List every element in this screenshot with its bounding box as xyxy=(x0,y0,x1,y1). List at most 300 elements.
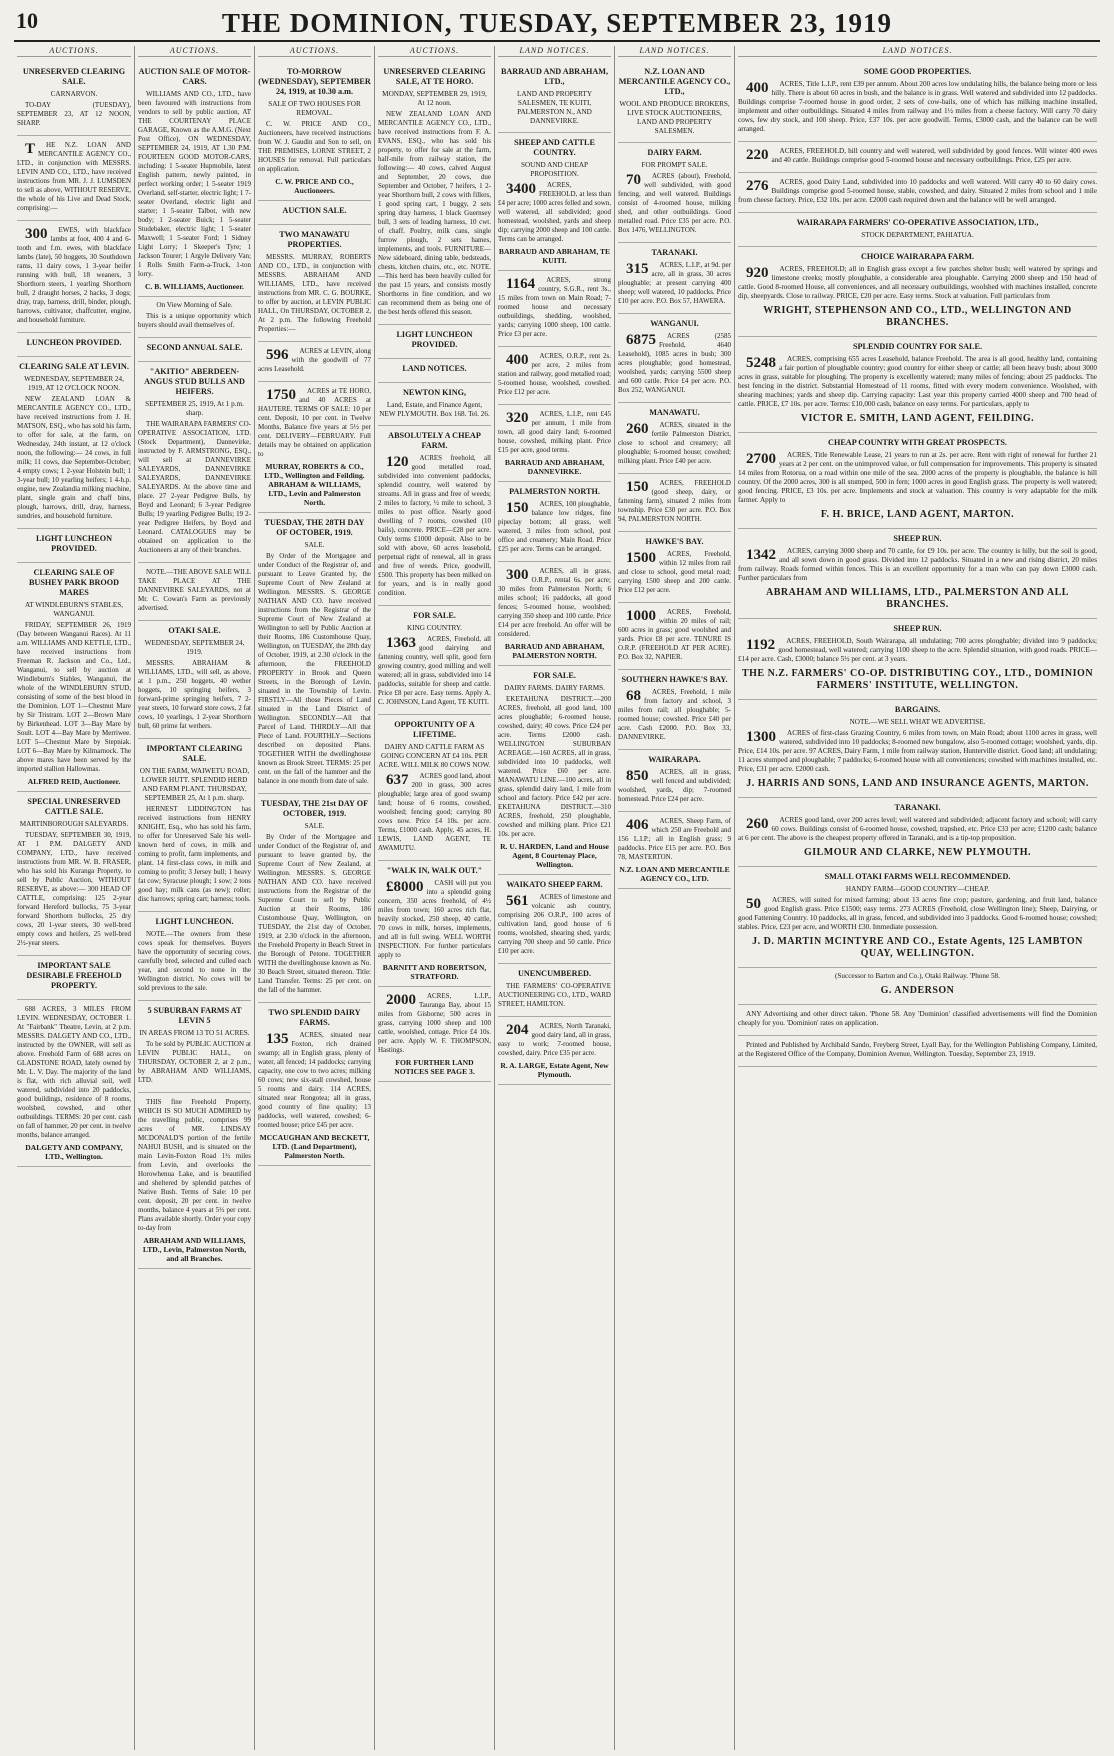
advertisement xyxy=(138,362,251,563)
ad-body-text: ACRES, Freehold, within 12 miles from rail and close to school, good metal road; carrying 1500 sheep and 200 cattle. Price £12 per acre. xyxy=(618,550,731,594)
ad-body-text: ACRES, all in grass, O.R.P., rental 6s. per acre; 30 miles from Palmerston North; 6 miles school; 16 paddocks, all good fences; 5-roomed house, woolshed; carrying 350 sheep and 100 cattle. Price £14 per acre freehold. An offer will be considered. xyxy=(498,567,611,638)
ad-headline: CHOICE WAIRARAPA FARM. xyxy=(860,252,975,261)
ad-headline: LUNCHEON PROVIDED. xyxy=(26,338,122,347)
ad-body-text: ACRES, L.I.P., rent £45 per annum, 1 mile from town, all good dairy land; 6-roomed house, cowshed, milking plant. Price £15 per acre, good terms. xyxy=(498,410,611,454)
ad-headline: SMALL OTAKI FARMS WELL RECOMMENDED. xyxy=(824,872,1011,881)
ad-body-text: ACRES, Freehold, within 20 miles of rail; 600 acres in grass; good woolshed and yards. Price £8 per acre. TENURE IS O.R.P. (FREEHOLD AT PER ACRE). P.O. Box 32, NAPIER. xyxy=(618,608,731,661)
ad-lead-figure: 400 xyxy=(506,352,529,368)
advertisement xyxy=(138,1001,251,1093)
advertisement xyxy=(17,357,131,529)
ad-body-text: HE N.Z. LOAN AND MERCANTILE AGENCY CO., LTD., in conjunction with MESSRS. LEVIN AND CO., LTD., have received instructions from MR. J. J. LUMSDEN to sell as above, WITHOUT RESERVE, the whole of his Live and Dead Stock, comprising:— xyxy=(17,141,131,212)
ad-body-text: ACRES good land, over 200 acres level; well watered and subdivided; adjacent factory and school; will carry 60 cows. Buildings consist of 6-roomed house, cowshed, trapshed, etc. Price £33 per acre; £1200 cash; balance at 6 per cent. The above is the cheapest property offered in Taranaki, and is a tip-top proposition. xyxy=(738,816,1097,842)
ad-body xyxy=(258,347,371,374)
ad-body xyxy=(618,608,731,662)
ad-body xyxy=(498,352,611,397)
ad-headline: TUESDAY, THE 21st DAY OF OCTOBER, 1919. xyxy=(260,799,369,818)
ad-body-text: ACRES of first-class Grazing Country, 6 miles from town, on Main Road; about 1100 acres in grass, well watered, subdivided into 10 paddocks; 8-roomed new bungalow, also 5-roomed cottage; woolshed, yards, dip. Price, £14 10s. per acre. 97 ACRES, Dairy Farm, 1 mile from railway station, Hunterville district. Good land; all undulating; 11 acres stumped and ploughable; 7 paddocks; 6-roomed house with all conveniences; cowshed with machines installed, etc. Price, £31 per acre. £2000 cash. xyxy=(738,729,1097,773)
ad-signature: BARRAUD AND ABRAHAM, TE KUITI. xyxy=(498,247,611,265)
ad-subheading: SALE OF TWO HOUSES FOR REMOVAL. xyxy=(268,100,361,117)
ad-body xyxy=(378,110,491,317)
ad-signature: J. D. MARTIN MCINTYRE AND CO., Estate Agents, 125 LAMBTON QUAY, WELLINGTON. xyxy=(752,936,1083,959)
ad-headline: BARGAINS. xyxy=(894,705,941,714)
ad-signature: ABRAHAM AND WILLIAMS, LTD., Levin, Palmerston North, and all Branches. xyxy=(142,1236,247,1263)
column-heading: AUCTIONS. xyxy=(378,46,491,57)
advertisement xyxy=(738,1036,1097,1067)
ad-headline: WANGANUI. xyxy=(650,319,699,328)
ad-lead-figure: 637 xyxy=(386,772,409,788)
advertisement xyxy=(17,792,131,956)
masthead xyxy=(14,6,1100,42)
advertisement xyxy=(498,62,611,133)
ad-headline: SOUTHERN HAWKE'S BAY. xyxy=(621,675,728,684)
ad-subheading: LAND AND PROPERTY SALESMEN, TE KUITI, PALMERSTON N., AND DANNEVIRKE. xyxy=(516,90,593,125)
ad-body-text: ACRES, FREEHOLD, hill country and well watered, well subdivided by good fences. Will winter 400 ewes and 40 cattle. Buildings comprise good 5-roomed house and necessary outbuildings. Price, £25 per acre. xyxy=(771,147,1097,164)
ad-subheading: On View Morning of Sale. xyxy=(156,301,233,309)
ad-body xyxy=(498,893,611,956)
ad-signature: DALGETY AND COMPANY, LTD., Wellington. xyxy=(25,1143,123,1161)
ad-headline: LIGHT LUNCHEON. xyxy=(155,917,234,926)
ad-body xyxy=(138,930,251,993)
advertisement xyxy=(618,143,731,243)
ad-body-text: ACRES, carrying 3000 sheep and 70 cattle, for £9 10s. per acre. The country is hilly, but the soil is good, and all sown down in good grass. Divided into 12 paddocks. Situated in a new and rising district, 20 miles from railway. Roads formed within fences. This is an excellent opportunity for a man who can pay down £3000 cash. Further particulars from xyxy=(738,547,1097,582)
advertisement xyxy=(17,563,131,792)
advertisement xyxy=(738,867,1097,968)
ad-body-text: FRIDAY, SEPTEMBER 26, 1919 (Day between Wanganui Races). At 11 a.m. WILLIAMS AND KETTLE, LTD., have received instructions from Freeman R. Jackson and Co., Ltd., Wanganui, to sell by auction at Windleburn's Stables, Wanganui, the whole of the WINDLEBURN STUD, consisting of some of the best blood in the Dominion. LOT 1—Chestnut Mare by Sir Tristram. LOT 2—Brown Mare by Birkenhead. LOT 3—Bay Mare by Soult. LOT 4—Bay Mare by Merriwee. LOT 5—Chestnut Mare by Stepniak. LOT 6—Bay Mare by Kilmarnock. The above mares have been served by the imported stallion Hallowmas. xyxy=(17,621,131,773)
ad-signature: J. HARRIS AND SONS, LAND AND INSURANCE AGENTS, MARTON. xyxy=(746,778,1089,789)
advertisement xyxy=(498,1017,611,1085)
ad-body xyxy=(378,772,491,853)
ad-body-text: ACRES, Title Renewable Lease, 21 years to run at 2s. per acre. Rent with right of renewal for further 21 years at 2 per cent. on the unimproved value, or full compensation for improvements. This property is situated 14 miles from Rotorua, on a road within one mile of the sea. 2000 acres of the property is ploughable, the balance is hill country. Of the 2000 acres, 300 is all stumped, 500 in fern; 1000 acres in good English grass. The property is well watered; good fencing. PRICE, £3 10s. per acre. Implements and stock at valuation. This country is very adaptable for the milk farmer. Apply to xyxy=(738,451,1097,504)
ad-lead-figure: 320 xyxy=(506,410,529,426)
ad-subheading: NOTE.—WE SELL WHAT WE ADVERTISE. xyxy=(849,718,986,726)
ad-body-text: ACRES, FREEHOLD, South Wairarapa, all undulating; 700 acres ploughable; divided into 9 paddocks; good homestead, well watered; carrying 1100 sheep to the acre. Splendid situation, with good roads. PRICE—£14 per acre. Cash, £3000; balance 5½ per cent. at 3 years. xyxy=(738,637,1097,663)
ad-body-text: ACRES at TE HORO, and 40 ACRES at HAUTERE. TERMS OF SALE: 10 per cent. Deposit, 10 per cent. in Twelve Months, Balance five years at 5½ per cent. DELIVERY—FEBRUARY. Full details may be obtained on application to xyxy=(258,387,371,458)
ad-headline: BARRAUD AND ABRAHAM, LTD., xyxy=(500,67,609,86)
ad-signature: ABRAHAM AND WILLIAMS, LTD., PALMERSTON AND ALL BRANCHES. xyxy=(766,587,1069,610)
ad-signature: BARRAUD AND ABRAHAM, DANNEVIRKE. xyxy=(504,458,605,476)
ad-body-text: ACRES good land, about 200 in grass, 300 acres ploughable; large area of good swamp land; house of 6 rooms, cowshed, woolshed; fencing good; carrying 80 cows now. Price £4 10s. per acre. Terms, £1000 cash. Apply, 45 acres, H. LEWIS, LAND AGENT, TE AWAMUTU. xyxy=(378,772,491,852)
advertisement xyxy=(618,532,731,603)
ad-headline: 5 SUBURBAN FARMS AT LEVIN 5 xyxy=(147,1006,242,1025)
ad-body xyxy=(378,879,491,960)
advertisement xyxy=(17,956,131,1000)
advertisement xyxy=(498,482,611,562)
ad-body xyxy=(17,621,131,774)
ad-headline: AUCTION SALE OF MOTOR-CARS. xyxy=(138,67,251,86)
advertisement xyxy=(618,750,731,812)
ad-lead-figure: 150 xyxy=(626,479,649,495)
ad-signature: ALFRED REID, Auctioneer. xyxy=(27,777,121,786)
advertisement xyxy=(378,606,491,715)
ad-headline: AUCTION SALE. xyxy=(282,206,347,215)
advertisement xyxy=(138,1093,251,1269)
ad-subheading: AT WINDLEBURN'S STABLES, WANGANUI. xyxy=(24,601,124,618)
advertisement xyxy=(618,243,731,314)
ad-lead-figure: 70 xyxy=(626,172,641,188)
ad-lead-figure: 1342 xyxy=(746,547,776,563)
ad-headline: NEWTON KING, xyxy=(402,388,467,397)
ad-body xyxy=(138,420,251,555)
advertisement xyxy=(138,739,251,912)
ad-body-text: THIS fine Freehold Property, WHICH IS SO MUCH ADMIRED by the travelling public, comprises 99 acres of MR. LINDSAY MCDONALD'S portion of the fertile NAHUI BUSH, and is situated on the main Levin-Foxton Road 1½ miles from Levin, and overlooks the Horowhenua Lake, and is beautified and sheltered by splendid patches of Native Bush. Terms of Sale: 10 per cent. deposit, 20 per cent. in twelve months, balance 4 years at 5½ per cent. Plans available shortly. Order your copy to-day from xyxy=(138,1098,251,1232)
ad-lead-figure: 120 xyxy=(386,454,409,470)
ad-body xyxy=(138,1098,251,1233)
advertisement xyxy=(17,333,131,357)
column-3 xyxy=(254,46,374,1750)
advertisement xyxy=(618,812,731,889)
advertisement xyxy=(738,337,1097,433)
ad-body xyxy=(618,172,731,235)
ad-signature: C. B. WILLIAMS, Auctioneer. xyxy=(145,282,244,291)
ad-body-text: ANY Advertising and other direct taken. 'Phone 58. Any 'Dominion' classified advertisements will find the Dominion cheaply for you. 'Dominion' rates on application. xyxy=(738,1010,1097,1027)
ad-body xyxy=(258,552,371,786)
ad-subheading: WEDNESDAY, SEPTEMBER 24, 1919, AT 12 O'CLOCK NOON. xyxy=(24,375,124,392)
ad-signature: MCCAUGHAN AND BECKETT, LTD. (Land Department), Palmerston North. xyxy=(259,1133,370,1160)
ad-subheading: IN AREAS FROM 13 TO 51 ACRES. xyxy=(139,1029,250,1037)
ad-lead-figure: 2000 xyxy=(386,992,416,1008)
advertisement xyxy=(498,133,611,271)
column-7 xyxy=(734,46,1100,1750)
ad-lead-figure: 68 xyxy=(626,688,641,704)
column-heading: AUCTIONS. xyxy=(138,46,251,57)
ad-signature: WRIGHT, STEPHENSON AND CO., LTD., WELLINGTON AND BRANCHES. xyxy=(763,305,1072,328)
ad-body-text: ACRES, 100 ploughable, balance low ridges, fine pipeclay bottom; all grass, well watered, 3 miles from school, post office and creamery; Main Road. Price £25 per acre. Terms can be arranged. xyxy=(498,500,611,553)
advertisement xyxy=(738,968,1097,1005)
advertisement xyxy=(17,1000,131,1167)
ad-subheading: SOUND AND CHEAP PROPOSITION. xyxy=(520,161,589,178)
ad-signature: R. A. LARGE, Estate Agent, New Plymouth. xyxy=(500,1061,609,1079)
ad-body xyxy=(498,181,611,244)
ad-lead-figure: 406 xyxy=(626,817,649,833)
ad-body-text: ACRES, comprising 655 acres Leasehold, balance Freehold. The area is all good, healthy land, containing a fair portion of ploughable country; good country for either sheep or cattle; all been heavy bush; about 3000 acres in grass, suitable for ploughing. The property is excellently watered; many miles of fencing; about 25 paddocks. The best fencing in the district. Substantial Homestead of 11 rooms, fitted with every modern convenience. Woolshed, with shearing machines; yards and sheep dip. Carrying capacity: Last year this property carried 4000 sheep and 700 head of cattle. PRICE, £7 10s. per acre. Terms: £10,000 cash, balance on easy terms. For particulars, apply to xyxy=(738,355,1097,408)
advertisement xyxy=(738,62,1097,142)
ad-headline: OTAKI SALE. xyxy=(168,626,221,635)
ad-body-text: THE WAIRARAPA FARMERS' CO-OPERATIVE ASSOCIATION, LTD. (Stock Department), Dannevirke, instructed by F. ARMSTRONG, ESQ., will sell at DANNEVIRKE SALEYARDS, DANNEVIRKE SALEYARDS, DANNEVIRKE SALEYARDS. At the above time and place. 27 2-year Pedigree Bulls, by Boyd and Leonard; 6 3-year Pedigree Bulls; 19 yearling Pedigree Bulls; 19 2-year Pedigree Heifers, by Boyd and Leonard. CATALOGUES may be obtained on application to the Auctioneers at any of their branches. xyxy=(138,420,251,554)
ad-body xyxy=(378,992,491,1055)
ad-subheading: SEPTEMBER 25, 1919, At 1 p.m. sharp. xyxy=(145,400,244,417)
ad-body xyxy=(17,1005,131,1140)
ad-body-text: ACRES, Title L.I.P., rent £39 per annum. About 200 acres low undulating hills, the balance being more or less hilly. There is about 60 acres in bush, and the balance is in grass. Well watered and subdivided into 12 paddocks. Buildings comprise 7-roomed house in good order, 2 sets of cow-bails, one of which has milking machine installed, implement and other outbuildings. Situated 4 miles from railway and 1½ miles from a cheese factory. Will carry 70 dairy cows, few dry stock, and 100 sheep. Price, £37 10s. per acre goodwill. Terms, £3000 cash, and the balance can be well arranged. xyxy=(738,80,1097,133)
advertisement xyxy=(498,271,611,347)
ad-body-text: THE FARMERS' CO-OPERATIVE AUCTIONEERING CO., LTD., WARD STREET, HAMILTON. xyxy=(498,982,611,1008)
advertisement xyxy=(498,666,611,875)
ad-body xyxy=(738,451,1097,505)
ad-lead-figure: 50 xyxy=(746,896,761,912)
advertisement xyxy=(138,912,251,1001)
advertisement xyxy=(138,62,251,297)
ad-lead-figure: 260 xyxy=(746,816,769,832)
ad-body-text: HERNEST LIDDINGTON has received instructions from HENRY KNIGHT, Esq., who has sold his farm, to offer for Unreserved Sale his well-known herd of cows, in milk and coming to profit, farm implements, and plant. 14 first-class cows, in milk and coming to profit; 3 Jersey bull; 1 heavy fat cow; Syracuse plough; 1 sow; 2 tons good hay; milk cans (as new); roller; disc harrows; spring cart; harness; tools. xyxy=(138,805,251,903)
ad-lead-figure: 1164 xyxy=(506,276,536,292)
ad-body xyxy=(17,831,131,948)
ad-body xyxy=(498,982,611,1009)
ad-body-text: ACRES, Freehold, 1 mile from factory and school, 3 miles from rail; all ploughable; 5-roomed house; cowshed. Price £40 per acre. Cash £2000. P.O. Box 33, DANNEVIRKE. xyxy=(618,688,731,741)
column-heading: LAND NOTICES. xyxy=(498,46,611,57)
ad-lead-figure: 5248 xyxy=(746,355,776,371)
ad-body xyxy=(258,387,371,459)
ad-body xyxy=(738,729,1097,774)
ad-body-text: ACRES, situated in the fertile Palmerston District, close to school and creamery; all ploughable; 6-roomed house; cowshed; milking plant. Price £40 per acre. xyxy=(618,421,731,465)
ad-body-text: CASH will put you into a splendid going concern, 350 acres freehold, of 4½ miles from town; 160 acres rich flat, heavily stocked, 250 sheep, 40 cattle, 70 cows in milk, horses, implements, and all in full swing. WELL WORTH INSPECTION. For further particulars apply to xyxy=(378,879,491,959)
ad-body-text: C. W. PRICE AND CO., Auctioneers, have received instructions from W. J. Gaudin and Son to sell, on THE PREMISES, LORNE STREET, 2 HOUSES for removal. Full particulars on application. xyxy=(258,120,371,173)
ad-body-text: 688 ACRES, 3 MILES FROM LEVIN. WEDNESDAY, OCTOBER 1. At "Fairbank" Theatre, Levin, at 2 p.m. MESSRS. DALGETY AND CO., LTD., instructed by the OWNER, will sell as above. Freehold Farm of 688 acres on GLADSTONE ROAD, lately owned by Mr. L. V. Day. The majority of the land is flat, with rich alluvial soil, well watered, subdivided into 20 paddocks, good buildings, residence of 8 rooms, woolshed, cowshed, and other outbuildings. TERMS: 20 per cent. cash on fall of hammer, 20 per cent. in twelve months, balance arranged. xyxy=(17,1005,132,1139)
advertisement xyxy=(138,297,251,338)
ad-lead-figure: 596 xyxy=(266,347,289,363)
ad-body xyxy=(498,276,611,339)
ad-body xyxy=(138,568,251,613)
advertisement xyxy=(738,700,1097,798)
ad-body-text: ACRES, FREEHOLD; all in English grass except a few patches shelter bush; well watered by springs and limestone creeks; mostly ploughable, a considerable area ploughable. Carrying 2000 sheep and 150 head of cattle. Good 8-roomed House, all conveniences, and all necessary outbuildings, woolshed with machines installed, concrete dip, sheepyards. Close to railway. PRICE, £20 per acre. Easy terms. Stock at valuation. Full particulars from xyxy=(738,265,1097,300)
ad-headline: TUESDAY, THE 28TH DAY OF OCTOBER, 1919. xyxy=(264,518,365,537)
ad-body xyxy=(498,567,611,639)
ad-body xyxy=(378,454,491,598)
ad-subheading: (Successor to Barton and Co.), Otaki Railway. 'Phone 58. xyxy=(835,972,1000,980)
ad-body-text: MESSRS. MURRAY, ROBERTS AND CO., LTD., in conjunction with MESSRS. ABRAHAM AND WILLIAMS, LTD., have received instructions from MR. C. G. BOURKE, to offer by auction, at LEVIN PUBLIC HALL, On THURSDAY, OCTOBER 2, At 2 p.m. The following Freehold Properties:— xyxy=(258,253,371,333)
ad-body-text: NEW ZEALAND LOAN & MERCANTILE AGENCY CO., LTD., have received instructions from J. H. MATSON, ESQ., who has sold his farm, to offer for sale, at the farm, on Wednesday, 24th instant, at 12 o'clock noon, the following:— 24 cows, in full milk; 11 cows, due September-October; 4 empty cows; 1 2-year Holstein bull; 1 3-year bull; 10 yearling heifers; 1 4-h.p. engine, new Zealandia milking machine, plant, single grain and chaff bins, plough, harrows, drill, dray, harness, sundries, and household furniture. xyxy=(17,395,131,520)
ad-body xyxy=(498,500,611,554)
ad-headline: SPECIAL UNRESERVED CATTLE SALE. xyxy=(27,797,121,816)
ad-headline: TWO SPLENDID DAIRY FARMS. xyxy=(268,1008,361,1027)
ad-body xyxy=(258,1031,371,1130)
ad-headline: CLEARING SALE OF BUSHEY PARK BROOD MARES xyxy=(28,568,120,597)
advertisement xyxy=(498,875,611,964)
advertisement xyxy=(618,314,731,403)
ad-body-text: EKETAHUNA DISTRICT.—200 ACRES, freehold, all good land, 100 acres ploughable; 6-roomed house, cowshed, dairy; 40 cows. Price £24 per acre. Terms £2000 cash. WELLINGTON SUBURBAN ACREAGE.—160 ACRES, all in grass, subdivided into 10 paddocks, well watered. Price £60 per acre. MANAWATU LINE.—100 acres, all in grass, splendid dairy land, 1 mile from school and factory. Price £42 per acre. EKETAHUNA DISTRICT.—310 ACRES, freehold, 250 ploughable, cowshed and milking plant. Price £21 10s. per acre. xyxy=(498,695,611,838)
ad-subheading: ON THE FARM, WAIWETU ROAD, LOWER HUTT. SPLENDID HERD AND FARM PLANT. THURSDAY, SEPTEMBER 25, At 1 p.m. sharp. xyxy=(139,767,250,802)
ad-signature: MURRAY, ROBERTS & CO., LTD., Wellington and Feilding. ABRAHAM & WILLIAMS, LTD., Levin and Palmerston North. xyxy=(264,462,365,507)
ad-body xyxy=(738,1041,1097,1059)
ad-subheading: KING COUNTRY. xyxy=(407,624,462,632)
ad-headline: ABSOLUTELY A CHEAP FARM. xyxy=(388,431,481,450)
column-1 xyxy=(14,46,134,1750)
ad-lead-figure: 2700 xyxy=(746,451,776,467)
ad-body xyxy=(738,1010,1097,1028)
ad-signature: GILMOUR AND CLARKE, NEW PLYMOUTH. xyxy=(803,847,1032,858)
advertisement xyxy=(738,247,1097,337)
ad-headline: LIGHT LUNCHEON PROVIDED. xyxy=(396,330,473,349)
ad-body xyxy=(738,355,1097,409)
ad-headline: CLEARING SALE AT LEVIN. xyxy=(19,362,129,371)
ad-body-text: ACRES, North Taranaki, good dairy land, all in grass, easy to work; 7-roomed house, cowshed, dairy. Price £35 per acre. xyxy=(498,1022,612,1057)
ad-headline: UNRESERVED CLEARING SALE, AT TE HORO. xyxy=(383,67,486,86)
ad-lead-figure: 204 xyxy=(506,1022,529,1038)
ad-headline: TARANAKI. xyxy=(651,248,698,257)
ad-lead-figure: T xyxy=(25,141,36,157)
ad-lead-figure: 150 xyxy=(506,500,529,516)
ad-subheading: FOR PROMPT SALE. xyxy=(641,161,708,169)
ad-body xyxy=(738,265,1097,301)
ad-lead-figure: 6875 xyxy=(626,332,656,348)
column-heading: LAND NOTICES. xyxy=(618,46,731,57)
advertisement xyxy=(738,173,1097,213)
ad-lead-figure: 135 xyxy=(266,1031,289,1047)
ad-signature: R. U. HARDEN, Land and House Agent, 8 Courtenay Place, Wellington. xyxy=(500,842,609,869)
advertisement xyxy=(258,513,371,794)
ad-body-text: WILLIAMS AND CO., LTD., have been favoured with instructions from vendors to sell by public auction, AT THE COURTENAY PLACE GARAGE, Known as the A.M.G. (Next Post Office), ON WEDNESDAY, SEPTEMBER 24, 1919, AT 1.30 P.M. FOURTEEN GOOD MOTOR-CARS, including: 1 5-seater Hupmobile, latest English pattern, newly painted, in perfect working order; 1 5-seater 1919 Overland, self-starter, electric light; 1 7-seater Overland, electric light and starter; 1 5-seater Talbot, with new body; 1 2-seater Buick; 1 5-seater Studebaker, electric light; 1 5-seater Maxwell; 1 5-seater Ford; 1 Sidney Light Lorry; 1 Skeeper's Tyre; 1 Jackson Tourer; 1 Argyle Delivery Van; 1 Rolls Smith Farm-a-Truck, 1-ton lorry. xyxy=(138,90,251,278)
ad-lead-figure: 1192 xyxy=(746,637,776,653)
ad-headline: WAIRARAPA FARMERS' CO-OPERATIVE ASSOCIATION, LTD., xyxy=(796,218,1039,227)
ad-subheading: MONDAY, SEPTEMBER 29, 1919, At 12 noon. xyxy=(382,90,487,107)
ad-body-text: ACRES, FREEHOLD (good sheep, dairy, or fattening farm), situated 2 miles from township. Price £30 per acre. P.O. Box 94, PALMERSTON NORTH. xyxy=(618,479,731,523)
ad-body xyxy=(618,261,731,306)
ad-body xyxy=(138,659,251,731)
ad-signature: BARRAUD AND ABRAHAM, PALMERSTON NORTH. xyxy=(504,642,605,660)
advertisement xyxy=(258,62,371,201)
advertisement xyxy=(738,798,1097,867)
ad-body xyxy=(17,226,131,325)
ad-signature: VICTOR E. SMITH, LAND AGENT, FEILDING. xyxy=(800,413,1035,424)
advertisement xyxy=(498,347,611,405)
ad-body-text: ACRES, Freehold, all good dairying and fattening country, well split, good fern growing country, good milling and well watered; all in grass, subdivided into 14 paddocks, suitable for sheep and cattle. Price £8 per acre. Easy terms. Apply A. C. JOHNSON, Land Agent, TE KUITI. xyxy=(378,635,491,706)
ad-headline: SPLENDID COUNTRY FOR SALE. xyxy=(852,342,983,351)
ad-lead-figure: 276 xyxy=(746,178,769,194)
ad-headline: HAWKE'S BAY. xyxy=(645,537,704,546)
advertisement xyxy=(258,382,371,513)
ad-subheading: CARNARVON. xyxy=(50,90,98,98)
advertisement xyxy=(17,136,131,221)
ad-subheading: WEDNESDAY, SEPTEMBER 24, 1919. xyxy=(144,639,245,656)
ad-lead-figure: 850 xyxy=(626,768,649,784)
column-heading: LAND NOTICES. xyxy=(738,46,1097,57)
ad-headline: SOME GOOD PROPERTIES. xyxy=(863,67,972,76)
ad-body xyxy=(738,896,1097,932)
ad-body xyxy=(618,688,731,742)
ad-body-text: Printed and Published by Archibald Sando, Freyberg Street, Lyall Bay, for the Wellington Publishing Company, Limited, at the Registered Office of the Company, Dominion Avenue, Wellington. Tuesday, September 23, 1919. xyxy=(738,1041,1097,1058)
ad-lead-figure: 3400 xyxy=(506,181,536,197)
column-heading: AUCTIONS. xyxy=(258,46,371,57)
ad-lead-figure: 300 xyxy=(25,226,48,242)
column-5 xyxy=(494,46,614,1750)
advertisement xyxy=(618,62,731,143)
advertisement xyxy=(378,987,491,1082)
ad-body xyxy=(138,312,251,330)
ad-body xyxy=(618,421,731,466)
ad-body xyxy=(618,550,731,595)
ad-lead-figure: 920 xyxy=(746,265,769,281)
ad-body-text: ACRES, L.I.P., Tauranga Bay, about 15 miles from Gisborne; 500 acres in grass, carrying 1000 sheep and 100 cattle, woolshed, cottage. Price £4 10s. per acre. Apply W. F. THOMPSON, Hastings. xyxy=(378,992,491,1054)
ad-body xyxy=(498,410,611,455)
ad-headline: IMPORTANT SALE DESIRABLE FREEHOLD PROPERTY. xyxy=(26,961,122,990)
ad-subheading: SALE. xyxy=(304,541,325,549)
ad-headline: WAIKATO SHEEP FARM. xyxy=(506,880,603,889)
advertisement xyxy=(738,619,1097,700)
advertisement xyxy=(738,433,1097,529)
ad-lead-figure: 220 xyxy=(746,147,769,163)
column-heading: AUCTIONS. xyxy=(17,46,131,57)
ad-subheading: STOCK DEPARTMENT, PAHIATUA. xyxy=(861,231,974,239)
ad-signature: C. W. PRICE AND CO., Auctioneers. xyxy=(275,177,354,195)
ad-headline: SECOND ANNUAL SALE. xyxy=(146,343,243,352)
advertisement xyxy=(258,342,371,382)
ad-subheading: Land, Estate, and Finance Agent, NEW PLYMOUTH. Box 168. Tel. 26. xyxy=(379,401,490,418)
ad-body-text: ACRES of limestone and volcanic ash country, comprising 206 O.R.P., 100 acres of cultivation land, good house of 6 rooms, woolshed, shearing shed, yards; carrying 700 sheep and 50 cattle. Price £10 per acre. xyxy=(498,893,611,955)
ad-lead-figure: 1000 xyxy=(626,608,656,624)
advertisement xyxy=(378,325,491,359)
advertisement xyxy=(498,562,611,666)
ad-body xyxy=(378,635,491,707)
ad-body xyxy=(738,816,1097,843)
ad-body xyxy=(738,80,1097,134)
ad-body xyxy=(258,253,371,334)
advertisement xyxy=(138,338,251,362)
ad-signature: FOR FURTHER LAND NOTICES SEE PAGE 3. xyxy=(394,1058,475,1076)
advertisement xyxy=(618,603,731,670)
ad-body-text: ACRES, situated near Foxton, rich drained swamp; all in English grass, plenty of water, all fenced; 14 paddocks; carrying capacity, one cow to two acres; milking 60 cows; new six-stall cowshed, house 5 rooms and dairy. 114 ACRES, situated near Rongotea; all in grass, good country of fine quality; 13 paddocks, well watered, cowshed; 6-roomed house; price £45 per acre. xyxy=(258,1031,371,1129)
ad-headline: CHEAP COUNTRY WITH GREAT PROSPECTS. xyxy=(828,438,1007,447)
ad-lead-figure: 1300 xyxy=(746,729,776,745)
ad-body-text: ACRES, L.I.P., at 9d. per acre, all in grass, 30 acres ploughable; at present carrying 400 sheep; well watered, 10 paddocks. Price £10 per acre. P.O. Box 57, HAWERA. xyxy=(618,261,731,305)
ad-lead-figure: 400 xyxy=(746,80,769,96)
ad-subheading: MARTINBOROUGH SALEYARDS. xyxy=(19,820,129,828)
ad-body-text: NOTE.—The owners from these cows speak for themselves. Buyers have the opportunity of securing cows, carefully bred, selected and culled each year, and second to none in the Wellington district. No cows will be sold previous to the sale. xyxy=(138,930,251,992)
ad-body-text: By Order of the Mortgagee and under Conduct of the Registrar of, and pursuant to leave granted by, the Supreme Court of New Zealand, at Wellington. MESSRS. S. GEORGE NATHAN AND CO. have received instructions from the Registrar of the Supreme Court to sell by Public Auction at their Rooms, 186 Customhouse Quay, Wellington, on TUESDAY, the 21st day of October, 1919, at 2.30 o'clock in the afternoon, the Freehold Property in Beach Street in the Borough of Petone. TOGETHER WITH the dwellinghouse known as No. 30 Beach Street, situated thereon. Title: Land Transfer. Terms: 25 per cent. on the fall of the hammer. xyxy=(258,833,371,994)
advertisement xyxy=(17,221,131,333)
advertisement xyxy=(738,1005,1097,1036)
ad-signature: F. H. BRICE, LAND AGENT, MARTON. xyxy=(820,509,1015,520)
ad-body xyxy=(618,479,731,524)
ad-body xyxy=(618,768,731,804)
ad-body xyxy=(17,101,131,128)
ad-body-text: ACRES, O.R.P., rent 2s. per acre, 2 miles from station and railway, good metalled road; 5-roomed house, woolshed, cowshed. Price £12 per acre. xyxy=(498,352,611,396)
ad-body-text: ACRES (2585 Freehold, 4640 Leasehold), 1085 acres in bush; 300 acres ploughable; good homestead, woolshed, yards; carrying 5500 sheep and 600 cattle. Price £4 per acre. P.O. Box 252, WANGANUI. xyxy=(618,332,731,394)
ad-body-text: ACRES, good Dairy Land, subdivided into 10 paddocks and well watered. Will carry 40 to 60 dairy cows. Buildings comprise good 5-roomed house, stable, cowshed, and dairy. Situated 2 miles from school and 1 mile from cheese factory. Price, £32 10s. per acre. £2000 cash required down and the balance will be well arranged. xyxy=(738,178,1097,204)
ad-body-text: ACRES, Sheep Farm, of which 250 are Freehold and 156 L.I.P.; all in English grass; 9 paddocks. Price £15 per acre. P.O. Box 78, MASTERTON. xyxy=(618,817,731,861)
advertisement xyxy=(738,529,1097,619)
ad-body-text: ACRES freehold, all good metalled road, subdivided into convenient paddocks, splendid country, well watered by streams. All in grass and free of weeds; 2 miles to factory, ½ mile to school, 3 miles to post office. Nearly good dwelling of 7 rooms, cowshed (10 bails), concrete. PRICE—£28 per acre. Only terms £1000 deposit. Also to be sold with above, 60 acres leasehold, perpetual right of renewal, all in grass and free of weeds. Price, goodwill, £500. This property has been milked on for years, and is in really good condition. xyxy=(378,454,491,597)
advertisement xyxy=(17,62,131,136)
ad-headline: UNENCUMBERED. xyxy=(517,969,591,978)
ad-body xyxy=(738,147,1097,165)
ad-body xyxy=(138,805,251,904)
ad-body xyxy=(498,1022,611,1058)
ad-lead-figure: £8000 xyxy=(386,879,424,895)
advertisement xyxy=(738,213,1097,247)
ad-subheading: DAIRY AND CATTLE FARM AS GOING CONCERN AT £4 10s. PER ACRE. WILL MILK 80 COWS NOW. xyxy=(378,743,491,769)
advertisement xyxy=(258,1003,371,1166)
ad-headline: UNRESERVED CLEARING SALE. xyxy=(22,67,126,86)
ad-headline: IMPORTANT CLEARING SALE. xyxy=(146,744,243,763)
ad-headline: TARANAKI. xyxy=(894,803,941,812)
ad-body-text: This is a unique opportunity which buyers should avail themselves of. xyxy=(138,312,251,329)
ad-headline: OPPORTUNITY OF A LIFETIME. xyxy=(394,720,475,739)
advertisement xyxy=(378,383,491,426)
ad-body xyxy=(738,547,1097,583)
ad-body-text: By Order of the Mortgagee and under Conduct of the Registrar of, and pursuant to Leave Granted by, the Supreme Court of New Zealand at Wellington. MESSRS. S. GEORGE NATHAN AND CO. have received instructions from the Registrar of the Supreme Court of New Zealand at Wellington to sell by Public Auction at their Rooms, 186 Customhouse Quay, Wellington, on TUESDAY, the 28th day of October, 1919, at 2.30 o'clock in the afternoon, the FREEHOLD PROPERTY in Brook and Queen Streets, in the Borough of Levin, situated in the Township of Levin. FIRSTLY—All those Pieces of Land situated in the Land District of Wellington. SECONDLY—All that Parcel of Land. THIRDLY—All that Piece of Land. FOURTHLY—Sections described on deposited Plans. TOGETHER WITH the dwellinghouse known as Brook Street. TERMS: 25 per cent. on the fall of the hammer and the balance in one month from date of sale. xyxy=(258,552,371,785)
ad-headline: MANAWATU. xyxy=(649,408,700,417)
ad-lead-figure: 1500 xyxy=(626,550,656,566)
column-6 xyxy=(614,46,734,1750)
ad-lead-figure: 1750 xyxy=(266,387,296,403)
ad-body-text: To be sold by PUBLIC AUCTION at LEVIN PUBLIC HALL, on THURSDAY, OCTOBER 2, at 2 p.m., by ABRAHAM AND WILLIAMS, LTD. xyxy=(138,1040,251,1084)
ad-body xyxy=(618,332,731,395)
ad-headline: SHEEP RUN. xyxy=(893,624,942,633)
ad-body xyxy=(17,141,131,213)
columns-container xyxy=(14,46,1100,1750)
ad-headline: SHEEP RUN. xyxy=(893,534,942,543)
advertisement xyxy=(498,405,611,482)
ad-body-text: TUESDAY, SEPTEMBER 30, 1919, AT 1 P.M. DALGETY AND COMPANY, LTD., have received instructions from MR. W. B. FRASER, who has sold his Kuranga Property, to sell by Public Auction, WITHOUT RESERVE, as above:— 300 HEAD OF CATTLE, comprising: 125 2-year forward Hereford bullocks, 75 3-year forward Shorthorn bullocks, 25 dry cows, 20 1-year steers, 30 well-bred empty cows and heifers, 25 well-bred 2½-year steers. xyxy=(17,831,131,947)
advertisement xyxy=(378,861,491,987)
advertisement xyxy=(258,225,371,342)
advertisement xyxy=(618,474,731,532)
advertisement xyxy=(378,62,491,325)
advertisement xyxy=(258,201,371,225)
advertisement xyxy=(138,563,251,621)
newspaper-title: THE DOMINION, TUESDAY, SEPTEMBER 23, 1919 xyxy=(221,8,893,38)
ad-body-text: MESSRS. ABRAHAM & WILLIAMS, LTD., will sell, as above, at 1 p.m., 250 hoggets, 40 wether hoggets, 10 springing heifers, 3 forward-prime springing heifers, 7 2-year steers, 10 forward store cows, 2 fat cows, 10 yearlings, 1 2-year Shorthorn bull, 60 prime fat wethers. xyxy=(138,659,251,730)
ad-body xyxy=(138,90,251,279)
advertisement xyxy=(738,142,1097,173)
